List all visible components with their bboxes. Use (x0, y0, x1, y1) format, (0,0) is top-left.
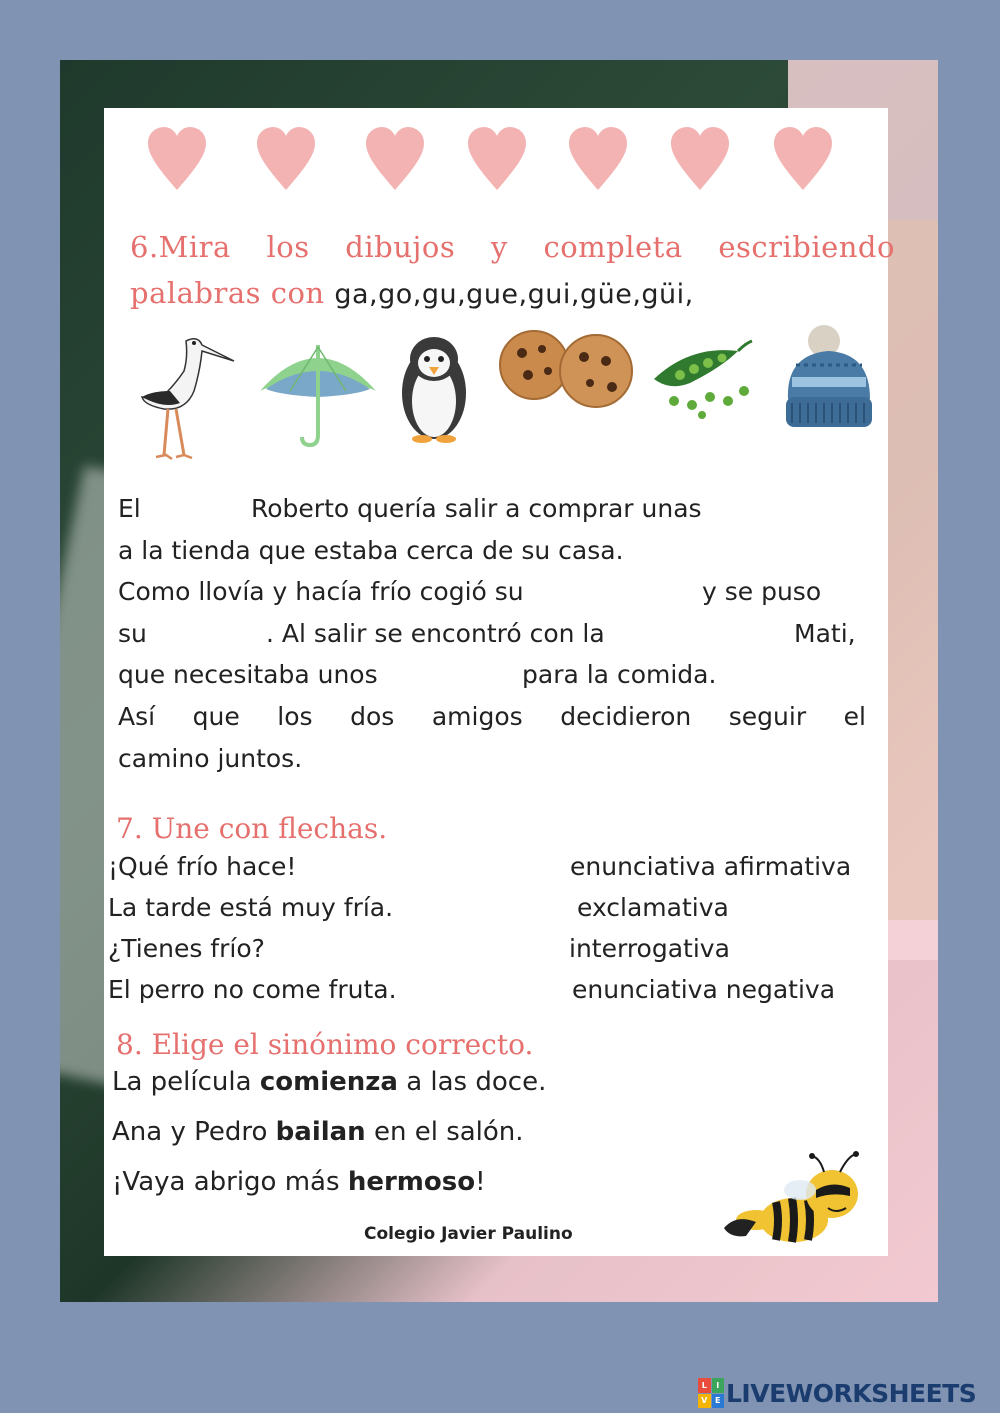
story-word: decidieron (560, 701, 692, 731)
story-text: a la tienda que estaba cerca de su casa. (118, 535, 624, 565)
story-paragraph (118, 488, 866, 779)
story-text: Como llovía y hacía frío cogió su (118, 577, 524, 607)
syllables-list: ga,go,gu,gue,gui,güe,güi, (334, 279, 694, 310)
title-word: dibujos (345, 230, 456, 264)
story-text: Roberto quería salir a comprar unas (251, 494, 702, 523)
wool-hat-icon (782, 325, 876, 433)
sentence-type-right[interactable]: exclamativa (577, 893, 729, 922)
matching-row (108, 852, 888, 893)
story-text: El (118, 494, 141, 523)
sentence-text: en el salón. (365, 1117, 524, 1147)
synonym-sentence (112, 1117, 546, 1167)
target-word[interactable]: comienza (259, 1067, 398, 1097)
story-word: el (843, 701, 866, 731)
story-text: para la comida. (522, 660, 717, 690)
synonym-sentence (112, 1167, 546, 1217)
title-word: escribiendo (718, 230, 895, 264)
story-word: Así (118, 701, 156, 731)
school-name: Colegio Javier Paulino (364, 1224, 573, 1244)
penguin-icon (398, 331, 470, 447)
title-prefix: palabras con (130, 276, 325, 310)
sentence-text: ¡Vaya abrigo más (112, 1167, 348, 1197)
story-text: que necesitaba unos (118, 660, 378, 690)
hearts-row (142, 126, 842, 202)
story-word: seguir (728, 701, 807, 731)
exercise-8-title: 8. Elige el sinónimo correcto. (116, 1028, 534, 1061)
heart-icon (146, 126, 208, 192)
sentence-text: ! (475, 1167, 486, 1197)
story-word: que (192, 701, 240, 731)
exercise-7-title: 7. Une con flechas. (116, 812, 388, 845)
sentence-type-right[interactable]: enunciativa afirmativa (570, 852, 852, 881)
sentence-type-right[interactable]: interrogativa (569, 934, 730, 963)
cookies-icon (498, 327, 634, 413)
heart-icon (772, 126, 834, 192)
title-word: completa (543, 230, 683, 264)
sentence-type-right[interactable]: enunciativa negativa (572, 975, 836, 1004)
title-word: 6.Mira (130, 230, 231, 264)
matching-row (108, 975, 888, 1016)
sentence-text: Ana y Pedro (112, 1117, 276, 1147)
sentence-left[interactable]: ¡Qué frío hace! (108, 852, 297, 881)
story-word: dos (350, 701, 395, 731)
story-word: los (277, 701, 313, 731)
story-text: su (118, 618, 147, 648)
title-word: y (490, 230, 508, 264)
synonym-sentences (112, 1067, 546, 1217)
sentence-left[interactable]: ¿Tienes frío? (108, 934, 265, 963)
heart-icon (255, 126, 317, 192)
story-text: . Al salir se encontró con la (266, 618, 605, 648)
matching-row (108, 893, 888, 934)
liveworksheets-brand[interactable] (698, 1376, 976, 1410)
heart-icon (466, 126, 528, 192)
matching-row (108, 934, 888, 975)
brand-name: LIVEWORKSHEETS (726, 1378, 977, 1408)
heart-icon (669, 126, 731, 192)
peas-icon (650, 339, 760, 421)
synonym-sentence (112, 1067, 546, 1117)
target-word[interactable]: hermoso (347, 1167, 476, 1197)
heart-icon (567, 126, 629, 192)
story-text: y se puso (702, 577, 822, 607)
story-text: Mati, (794, 618, 856, 648)
target-word[interactable]: bailan (275, 1117, 366, 1147)
stork-icon (136, 331, 236, 461)
sentence-text: a las doce. (397, 1067, 547, 1097)
matching-list (108, 852, 888, 1016)
story-word: amigos (431, 701, 523, 731)
brand-logo-icon: L I V E (698, 1378, 724, 1408)
story-text: camino juntos. (118, 743, 303, 773)
bee-icon (716, 1150, 886, 1250)
sentence-left[interactable]: El perro no come fruta. (108, 975, 397, 1004)
pictures-row (130, 325, 890, 465)
sentence-text: La película (112, 1067, 260, 1097)
umbrella-icon (256, 339, 380, 449)
heart-icon (364, 126, 426, 192)
title-word: los (266, 230, 310, 264)
sentence-left[interactable]: La tarde está muy fría. (108, 893, 394, 922)
exercise-6-title (130, 224, 895, 318)
